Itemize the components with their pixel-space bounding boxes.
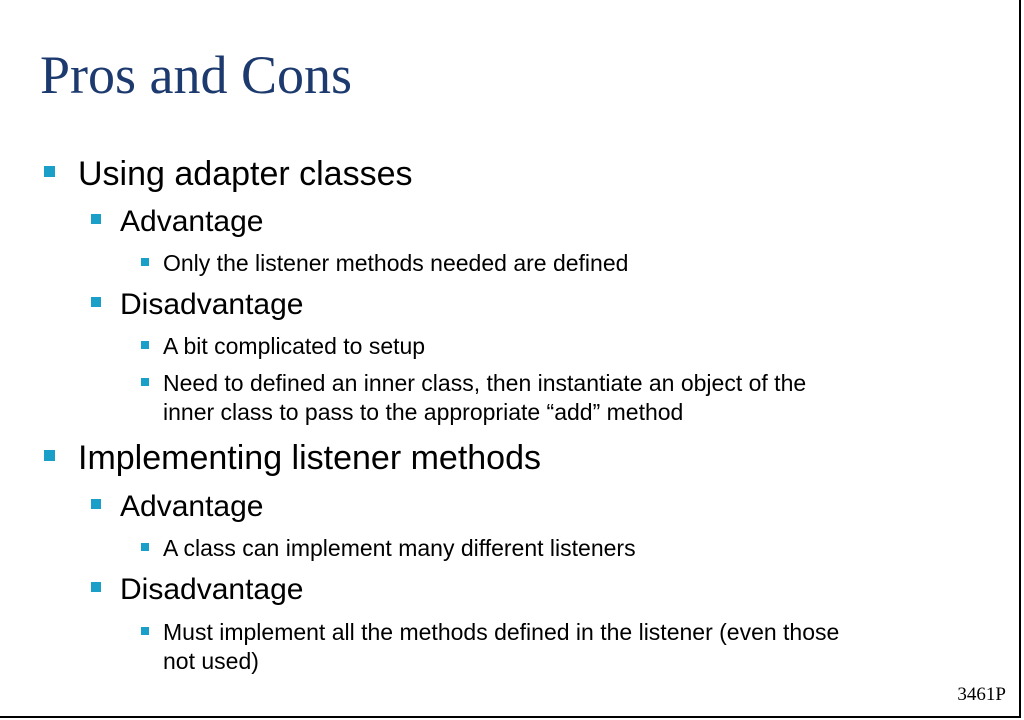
bullet-text: Implementing listener methods <box>78 439 542 477</box>
bullet-text: Advantage <box>120 205 264 238</box>
bullet-square-icon <box>141 341 149 349</box>
bullet-text: Disadvantage <box>120 573 304 606</box>
bullet-square-icon <box>91 582 101 592</box>
bullet-square-icon <box>141 378 149 386</box>
bullet-square-icon <box>91 297 101 307</box>
bullet-square-icon <box>91 499 101 509</box>
bullet-square-icon <box>44 450 55 461</box>
bullet-text: Need to defined an inner class, then instantiate an object of the inner class to pass to the appropriate “add” method <box>163 370 807 425</box>
bullet-text: A class can implement many different listeners <box>163 535 636 561</box>
bullet-text: Must implement all the methods defined in the listener (even those not used) <box>163 619 840 674</box>
bullet-square-icon <box>141 543 149 551</box>
bullet-square-icon <box>91 214 101 224</box>
bullet-square-icon <box>141 627 149 635</box>
slide-title: Pros and Cons <box>40 45 353 105</box>
bullet-text: Only the listener methods needed are defined <box>163 250 629 276</box>
bullet-square-icon <box>141 258 149 266</box>
slide-footer-label: 3461P <box>957 684 1006 705</box>
bullet-text: Disadvantage <box>120 288 304 321</box>
bullet-text: Advantage <box>120 490 264 523</box>
bullet-text: Using adapter classes <box>78 155 413 193</box>
bullet-square-icon <box>44 166 55 177</box>
bullet-text: A bit complicated to setup <box>163 333 426 359</box>
